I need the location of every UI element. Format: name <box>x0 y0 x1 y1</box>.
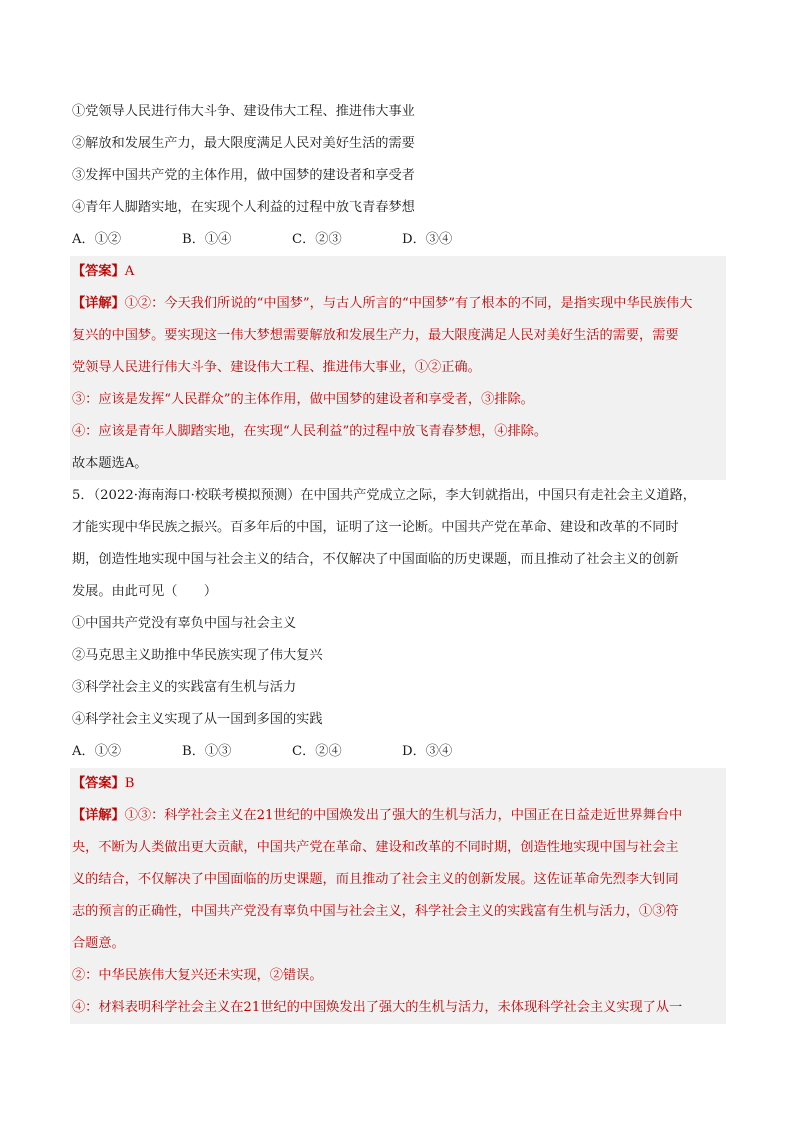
q4-item-2: ②解放和发展生产力，最大限度满足人民对美好生活的需要 <box>72 136 415 151</box>
q5-red-line-2: ④：材料表明科学社会主义在21世纪的中国焕发出了强大的生机与活力，未体现科学社会主义实现了从一 <box>72 1000 683 1015</box>
q5-detail-line-3: 义的结合，不仅解决了中国面临的历史课题，而且推动了社会主义的创新发展。这佐证革命先烈李大钊同 <box>72 872 679 887</box>
q5-stem-line-1: 5．（2022·海南海口·校联考模拟预测）在中国共产党成立之际，李大钊就指出，中国只有走社会主义道路， <box>72 488 696 503</box>
q5-detail-text-1: ①③：科学社会主义在21世纪的中国焕发出了强大的生机与活力，中国正在日益走近世界舞台中 <box>124 808 683 823</box>
q4-red-line-2: ④：应该是青年人脚踏实地，在实现“人民利益”的过程中放飞青春梦想，④排除。 <box>72 424 548 439</box>
q4-detail-tag: 【详解】 <box>72 296 125 311</box>
q5-detail-tag: 【详解】 <box>72 808 125 823</box>
q5-option-c: C．②④ <box>292 744 342 759</box>
q4-item-4: ④青年人脚踏实地，在实现个人利益的过程中放飞青春梦想 <box>72 200 415 215</box>
q4-red-line-1: ③：应该是发挥“人民群众”的主体作用，做中国梦的建设者和享受者，③排除。 <box>72 392 534 407</box>
q5-answer-value: B <box>124 776 135 791</box>
document-page <box>72 96 724 1024</box>
q4-option-c: C．②③ <box>292 232 342 247</box>
q4-detail-text-1: ①②：今天我们所说的“中国梦”，与古人所言的“中国梦”有了根本的不同，是指实现中华民族伟大 <box>124 296 693 311</box>
q4-answer-line <box>72 256 726 288</box>
q5-option-d: D．③④ <box>402 744 453 759</box>
q4-option-b: B．①④ <box>182 232 232 247</box>
q5-option-b: B．①③ <box>182 744 232 759</box>
q4-answer-box <box>70 256 726 480</box>
q5-detail-line-4: 志的预言的正确性，中国共产党没有辜负中国与社会主义，科学社会主义的实践富有生机与活力，①③符 <box>72 904 679 919</box>
q5-stem-line-3: 期，创造性地实现中国与社会主义的结合，不仅解决了中国面临的历史课题，而且推动了社会主义的创新 <box>72 552 679 567</box>
q5-detail-line-2: 央，不断为人类做出更大贡献，中国共产党在革命、建设和改革的不同时期，创造性地实现中国与社会主 <box>72 840 679 855</box>
q5-option-a: A．①② <box>72 744 122 759</box>
q4-conclusion: 故本题选A。 <box>72 456 148 471</box>
q5-item-3: ③科学社会主义的实践富有生机与活力 <box>72 680 297 695</box>
q5-options <box>72 736 724 768</box>
q5-stem-line-4: 发展。由此可见（ ） <box>72 584 218 599</box>
q5-detail-line-5: 合题意。 <box>72 936 125 951</box>
q4-detail-line-1 <box>72 288 726 320</box>
q4-detail-line-2: 复兴的中国梦。要实现这一伟大梦想需要解放和发展生产力，最大限度满足人民对美好生活的需要，需要 <box>72 328 679 343</box>
q5-answer-box <box>70 768 726 1024</box>
q5-item-1: ①中国共产党没有辜负中国与社会主义 <box>72 616 297 631</box>
q4-detail-line-3: 党领导人民进行伟大斗争、建设伟大工程、推进伟大事业，①②正确。 <box>72 360 481 375</box>
q4-option-d: D．③④ <box>402 232 453 247</box>
q4-item-1: ①党领导人民进行伟大斗争、建设伟大工程、推进伟大事业 <box>72 104 415 119</box>
q5-stem-line-2: 才能实现中华民族之振兴。百多年后的中国，证明了这一论断。中国共产党在革命、建设和改革的不同时 <box>72 520 679 535</box>
q4-answer-value: A <box>124 264 135 279</box>
q4-item-3: ③发挥中国共产党的主体作用，做中国梦的建设者和享受者 <box>72 168 415 183</box>
q5-answer-tag: 【答案】 <box>72 776 125 791</box>
q5-detail-line-1 <box>72 800 726 832</box>
q5-item-4: ④科学社会主义实现了从一国到多国的实践 <box>72 712 323 727</box>
q5-answer-line <box>72 768 726 800</box>
q4-answer-tag: 【答案】 <box>72 264 125 279</box>
q4-option-a: A．①② <box>72 232 122 247</box>
q5-item-2: ②马克思主义助推中华民族实现了伟大复兴 <box>72 648 323 663</box>
q4-options <box>72 224 724 256</box>
q5-red-line-1: ②：中华民族伟大复兴还未实现，②错误。 <box>72 968 323 983</box>
